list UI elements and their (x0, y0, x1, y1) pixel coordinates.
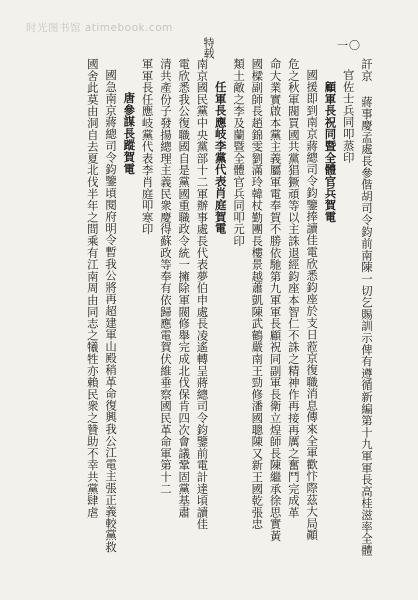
header-label: 特载 (202, 37, 215, 59)
text-column-13: 軍軍長任應岐黨代表李肖庭叩寒印 (140, 58, 155, 235)
text-column-10: 南京國民黨中央黨部十二軍辦事處長代表夢伯申處長凌遙轉呈蔣總司令鈞鑒前電計達頃讀佳 (195, 58, 210, 530)
page-number: 一〇 (337, 39, 361, 52)
text-column-8: 類土敵之李及蘭暨全體官兵同叩元印 (232, 58, 247, 247)
text-column-7: 國樑副師長趙錦雯劉滿玲韓杖勤團長樓景越蕭凱陳武鶴嚴南王勁修潘國聰陳又新王國乾張忠 (250, 58, 265, 530)
text-column-6: 命大業實啟本黨主義屬軍電奉賀不勝依馳第九軍軍長顧祝同副軍長衛立煌師長陳繼承徐思實黃 (268, 58, 283, 542)
text-column-15: 國急南京蔣總司令鈞鑒頃閱府明令暫我公將再超建軍山殿稍革命復興我公江電主張正義較黨救 (104, 69, 119, 553)
text-column-16: 國舍此莫由洞自去夏北伐半年之間乘有江南周由同志之犧牲亦賴民衆之贊助不幸共黨肆虐 (85, 58, 100, 519)
text-column-4: 國援即到南京蔣總司令鈞鑒捧讀佳電欣悉鈞座於支日蒞京復職消息傳來全軍歡忭際茲大局顚 (305, 69, 320, 541)
watermark: 时光图书馆 atimebook.com (26, 22, 173, 34)
text-column-11: 電欣悉我公復職國自是黨國重職政令統一擁除軍閥修舉完成北伐保肯四次會議鞏固黨基肅 (177, 58, 192, 519)
text-column-3: 顧軍長祝同暨全體官兵賀電 (323, 81, 338, 223)
text-column-5: 危之秋軍閥買國共黨猖獗頑等以主誅退經鈞座本智仁不誅之精神作再接再厲之奮鬥完成革 (286, 58, 301, 519)
text-column-14: 唐參謀長蹤賀電 (122, 92, 137, 175)
text-column-9: 任軍長應岐李黨代表肖庭賀電 (213, 81, 228, 235)
text-block (44, 58, 374, 574)
text-column-1: 訐京 蔣事慶孟處長參偕胡司令鈞前南陳一切乞賜訓示俾有遵循新編第十九軍軍長高桂滋率全體 (360, 58, 374, 557)
text-column-12: 清共產份子發揚總理主義民衆慶得蘇政等奉有依歸應電賀伏維垂察國民革命軍第十二 (158, 58, 173, 495)
text-column-2: 官佐士兵同叩蒸印 (341, 69, 356, 164)
